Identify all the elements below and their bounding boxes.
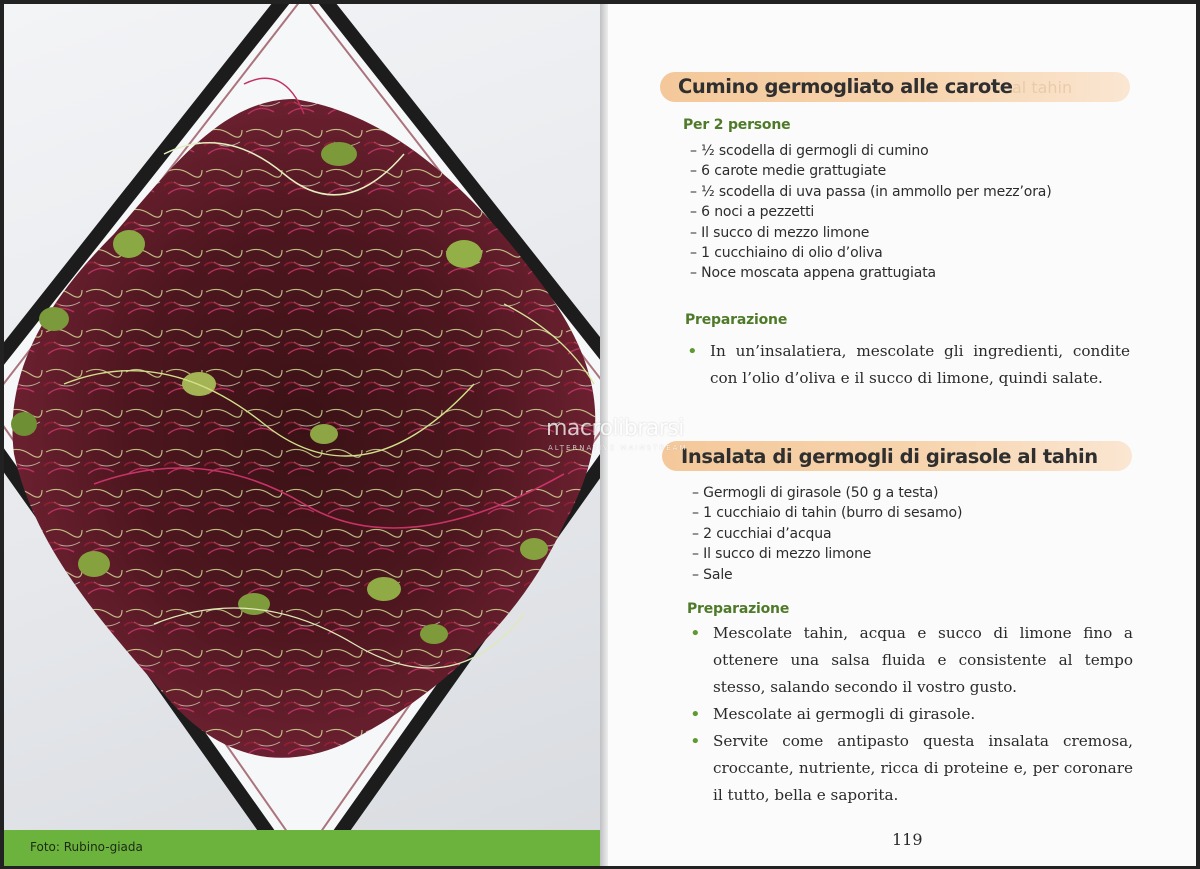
ingredient-item: – Germogli di girasole (50 g a testa): [692, 483, 962, 503]
ingredient-item: – Sale: [692, 565, 962, 585]
photo-caption: Foto: Rubino-giada: [30, 840, 143, 854]
page-number: 119: [892, 830, 923, 849]
recipe-2-steps: [687, 620, 1133, 809]
recipe-1-ghost-text: al tahin: [1012, 78, 1073, 97]
prep-step-text: In un’insalatiera, mescolate gli ingredienti, condite con l’olio d’oliva e il succo di limone, quindi salate.: [710, 342, 1130, 387]
ingredient-item: – Il succo di mezzo limone: [692, 544, 962, 564]
salad-plate-illustration: [4, 4, 604, 830]
recipe-2-title: Insalata di germogli di girasole al tahin: [681, 445, 1098, 468]
bullet-icon: •: [690, 704, 701, 725]
ingredient-item: – 2 cucchiai d’acqua: [692, 524, 962, 544]
bullet-icon: •: [690, 731, 701, 752]
watermark-brand: macrolibrarsi: [546, 416, 684, 441]
ingredient-item: – 1 cucchiaio di tahin (burro di sesamo): [692, 503, 962, 523]
left-page: [4, 4, 604, 866]
ingredient-item: – ½ scodella di uva passa (in ammollo per mezz’ora): [690, 182, 1052, 202]
ingredient-item: – Noce moscata appena grattugiata: [690, 263, 1052, 283]
recipe-1-title: Cumino germogliato alle carote: [678, 75, 1013, 98]
recipe-1-ingredients: [690, 141, 1052, 284]
prep-step: [687, 620, 1133, 701]
caption-bar: [4, 830, 604, 866]
ingredient-item: – 6 noci a pezzetti: [690, 202, 1052, 222]
ingredient-item: – 1 cucchiaino di olio d’oliva: [690, 243, 1052, 263]
ingredient-item: – ½ scodella di germogli di cumino: [690, 141, 1052, 161]
prep-step-text: Servite come antipasto questa insalata cremosa, croccante, nutriente, ricca di proteine e, per coronare il tutto, bella e saporita.: [713, 732, 1133, 804]
prep-step-text: Mescolate ai germogli di girasole.: [713, 705, 976, 723]
prep-step: [684, 338, 1130, 392]
recipe-1-steps: [684, 338, 1130, 392]
bullet-icon: •: [687, 341, 698, 362]
bullet-icon: •: [690, 623, 701, 644]
ingredient-item: – Il succo di mezzo limone: [690, 223, 1052, 243]
recipe-1-prep-title: Preparazione: [685, 312, 788, 328]
salad-photo: [4, 4, 604, 830]
prep-step-text: Mescolate tahin, acqua e succo di limone fino a ottenere una salsa fluida e consistente al tempo stesso, salando secondo il vostro gusto.: [713, 624, 1133, 696]
recipe-2-ingredients: [692, 483, 962, 585]
prep-step: [687, 701, 1133, 728]
prep-step: [687, 728, 1133, 809]
ingredient-item: – 6 carote medie grattugiate: [690, 161, 1052, 181]
recipe-1-servings: Per 2 persone: [683, 117, 791, 133]
recipe-2-prep-title: Preparazione: [687, 601, 790, 617]
watermark-tagline: ALTERNATIVE MAINSTREAM: [548, 444, 688, 452]
watermark-logo: [546, 416, 746, 456]
